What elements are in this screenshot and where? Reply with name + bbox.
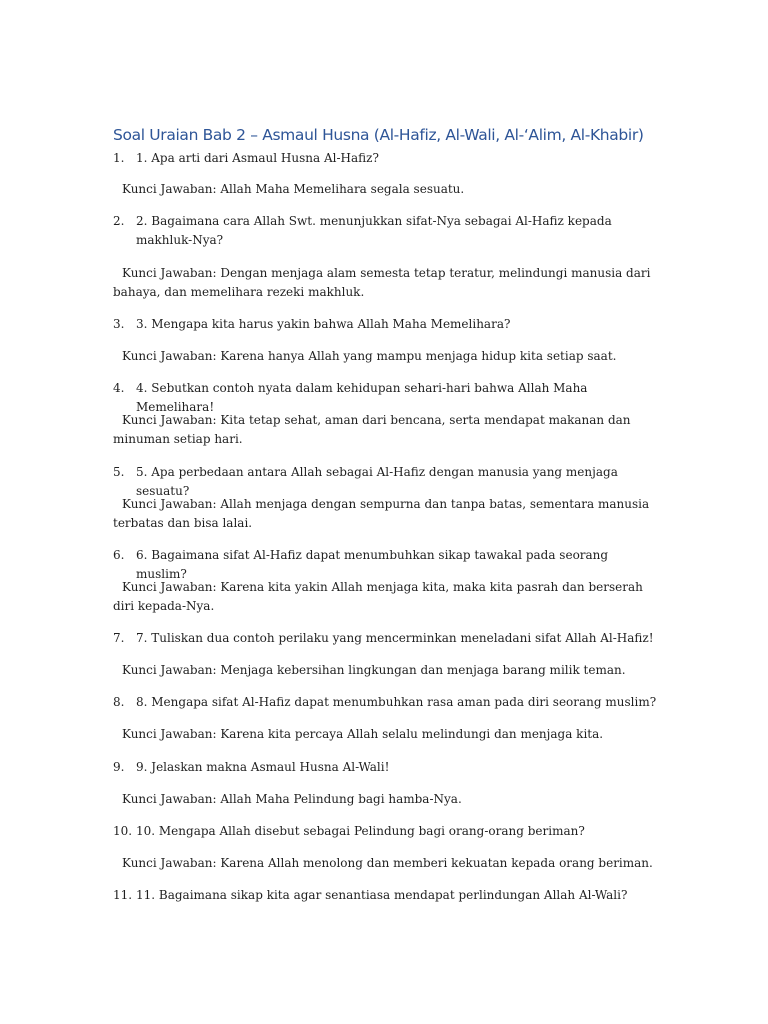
question-number: 2. — [113, 214, 125, 228]
question-text: 1. Apa arti dari Asmaul Husna Al-Hafiz? — [136, 151, 379, 165]
question-10 — [113, 822, 658, 841]
question-11 — [113, 886, 658, 905]
question-text: 10. Mengapa Allah disebut sebagai Pelindung bagi orang-orang beriman? — [136, 824, 585, 838]
answer-3: Kunci Jawaban: Karena hanya Allah yang mampu menjaga hidup kita setiap saat. — [122, 349, 617, 363]
question-text: 3. Mengapa kita harus yakin bahwa Allah Maha Memelihara? — [136, 317, 511, 331]
question-3 — [113, 315, 658, 334]
answer-4: Kunci Jawaban: Kita tetap sehat, aman dari bencana, serta mendapat makanan dan minuman setiap hari. — [113, 413, 631, 446]
question-number: 10. — [113, 824, 133, 838]
question-number: 1. — [113, 151, 125, 165]
answer-1: Kunci Jawaban: Allah Maha Memelihara segala sesuatu. — [122, 182, 465, 196]
answer-5: Kunci Jawaban: Allah menjaga dengan sempurna dan tanpa batas, sementara manusia terbatas dan bisa lalai. — [113, 497, 650, 530]
question-number: 5. — [113, 465, 125, 479]
question-number: 7. — [113, 631, 125, 645]
answer-6: Kunci Jawaban: Karena kita yakin Allah menjaga kita, maka kita pasrah dan berserah diri kepada-Nya. — [113, 580, 643, 613]
question-text: 6. Bagaimana sifat Al-Hafiz dapat menumbuhkan sikap tawakal pada seorang muslim? — [136, 548, 609, 581]
question-number: 9. — [113, 760, 125, 774]
question-text: 4. Sebutkan contoh nyata dalam kehidupan sehari-hari bahwa Allah Maha Memelihara! — [136, 381, 588, 414]
question-number: 11. — [113, 888, 133, 902]
document-title: Soal Uraian Bab 2 – Asmaul Husna (Al-Hafiz, Al-Wali, Al-‘Alim, Al-Khabir) — [113, 126, 644, 144]
question-text: 11. Bagaimana sikap kita agar senantiasa mendapat perlindungan Allah Al-Wali? — [136, 888, 628, 902]
question-text: 2. Bagaimana cara Allah Swt. menunjukkan sifat-Nya sebagai Al-Hafiz kepada makhluk-Nya? — [136, 214, 612, 247]
question-number: 8. — [113, 695, 125, 709]
question-text: 8. Mengapa sifat Al-Hafiz dapat menumbuhkan rasa aman pada diri seorang muslim? — [136, 695, 657, 709]
question-number: 4. — [113, 381, 125, 395]
question-2 — [113, 212, 658, 250]
question-7 — [113, 629, 658, 648]
answer-10: Kunci Jawaban: Karena Allah menolong dan memberi kekuatan kepada orang beriman. — [122, 856, 653, 870]
question-number: 6. — [113, 548, 125, 562]
answer-7: Kunci Jawaban: Menjaga kebersihan lingkungan dan menjaga barang milik teman. — [122, 663, 626, 677]
question-text: 5. Apa perbedaan antara Allah sebagai Al-Hafiz dengan manusia yang menjaga sesuatu? — [136, 465, 618, 498]
question-text: 7. Tuliskan dua contoh perilaku yang mencerminkan meneladani sifat Allah Al-Hafiz! — [136, 631, 654, 645]
question-number: 3. — [113, 317, 125, 331]
question-8 — [113, 693, 658, 712]
answer-8: Kunci Jawaban: Karena kita percaya Allah selalu melindungi dan menjaga kita. — [122, 727, 604, 741]
question-1 — [113, 149, 658, 168]
question-text: 9. Jelaskan makna Asmaul Husna Al-Wali! — [136, 760, 390, 774]
answer-9: Kunci Jawaban: Allah Maha Pelindung bagi hamba-Nya. — [122, 792, 462, 806]
answer-2: Kunci Jawaban: Dengan menjaga alam semesta tetap teratur, melindungi manusia dari bahaya, dan memelihara rezeki makhluk. — [113, 266, 651, 299]
question-9 — [113, 758, 658, 777]
